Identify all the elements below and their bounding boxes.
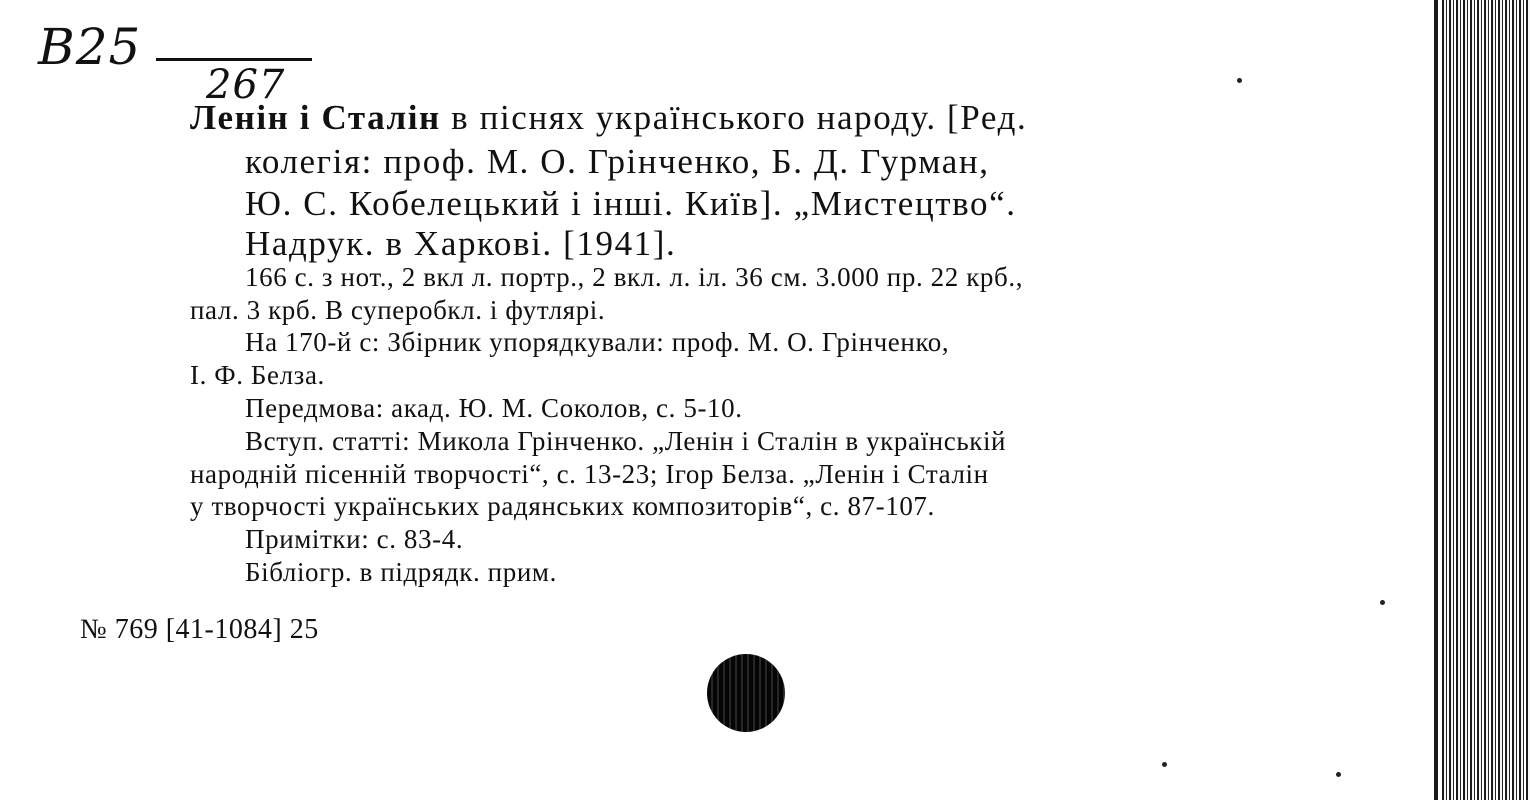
speck (1336, 772, 1341, 777)
note-line: І. Ф. Белза. (190, 360, 325, 390)
note-line: у творчості українських радянських композиторів“, с. 87-107. (190, 491, 935, 521)
shelfmark-number: 267 (206, 62, 286, 108)
shelfmark-fraction-bar (156, 58, 312, 61)
card-edge-scan-artifact (1442, 0, 1530, 800)
speck (1237, 78, 1242, 83)
entry-title-heading: Ленін і Сталін (190, 98, 441, 137)
collation-line: 166 с. з нот., 2 вкл л. портр., 2 вкл. л. іл. 36 см. 3.000 пр. 22 крб., (245, 262, 1024, 292)
entry-line: Ю. С. Кобелецький і інші. Київ]. „Мистецтво“. (245, 184, 1017, 223)
entry-title-rest: в піснях українського народу. [Ред. (440, 98, 1028, 137)
card-edge-line (1434, 0, 1438, 800)
note-line: На 170-й с: Збірник упорядкували: проф. М. О. Грінченко, (245, 327, 950, 357)
entry-line: колегія: проф. М. О. Грінченко, Б. Д. Гурман, (245, 142, 990, 181)
handwritten-shelfmark (38, 18, 286, 108)
card-record-number: № 769 [41-1084] 25 (80, 614, 319, 645)
speck (1380, 600, 1385, 605)
note-line: Вступ. статті: Микола Грінченко. „Ленін і Сталін в українській (245, 426, 1007, 456)
note-line: Передмова: акад. Ю. М. Соколов, с. 5-10. (245, 393, 743, 423)
speck (1162, 762, 1167, 767)
entry-line: Надрук. в Харкові. [1941]. (245, 224, 677, 263)
shelfmark-code: B25 (38, 18, 142, 76)
card-punch-hole (707, 654, 785, 732)
note-line: народній пісенній творчості“, с. 13-23; Ігор Белза. „Ленін і Сталін (190, 459, 989, 489)
collation-line: пал. 3 крб. В суперобкл. і футлярі. (190, 295, 606, 325)
note-line: Примітки: с. 83-4. (245, 524, 464, 554)
entry-line (190, 98, 1027, 138)
note-line: Бібліогр. в підрядк. прим. (245, 557, 557, 587)
